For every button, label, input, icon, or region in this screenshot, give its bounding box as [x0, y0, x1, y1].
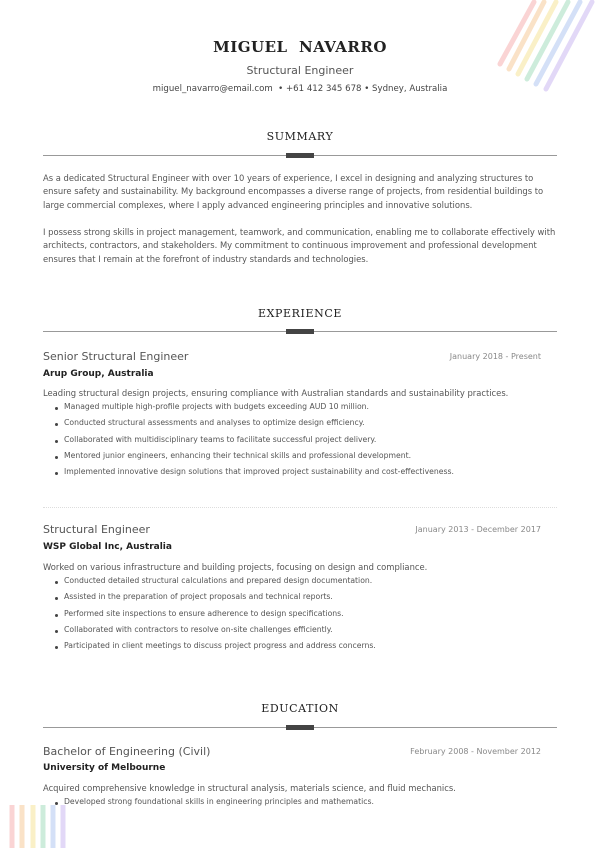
- job-title: Senior Structural Engineer: [43, 350, 189, 363]
- section-heading-summary: SUMMARY: [266, 130, 334, 143]
- education-description: Acquired comprehensive knowledge in structural analysis, materials science, and fluid mechanics.: [43, 783, 456, 793]
- contact-line: miguel_navarro@email.com • +61 412 345 678 • Sydney, Australia: [152, 84, 448, 94]
- list-item: Performed site inspections to ensure adherence to design specifications.: [52, 609, 376, 625]
- list-item: Conducted detailed structural calculations and prepared design documentation.: [52, 576, 376, 592]
- job-title-header: Structural Engineer: [246, 64, 354, 77]
- section-divider-mark: [286, 153, 314, 158]
- candidate-name: MIGUEL NAVARRO: [213, 38, 387, 56]
- section-heading-education: EDUCATION: [261, 702, 339, 715]
- summary-paragraph: As a dedicated Structural Engineer with over 10 years of experience, I excel in designing and analyzing structures to ensure safety and sustainability. My background encompasses a diverse range of projects, from residential buildings to large commercial complexes, where I apply advanced engineering principles and innovative solutions.: [43, 173, 544, 210]
- summary-paragraph: I possess strong skills in project management, teamwork, and communication, enabling me to collaborate effectively with architects, contractors, and stakeholders. My commitment to continuous improvement and professional development ensures that I remain at the forefront of industry standards and technologies.: [43, 227, 556, 264]
- job-description: Leading structural design projects, ensuring compliance with Australian standards and sustainability practices.: [43, 388, 509, 398]
- section-divider-mark: [286, 329, 314, 334]
- list-item: Collaborated with contractors to resolve on-site challenges efficiently.: [52, 625, 376, 641]
- job-title: Structural Engineer: [43, 523, 150, 536]
- job-dates: January 2013 - December 2017: [415, 525, 541, 534]
- list-item: Implemented innovative design solutions that improved project sustainability and cost-effectiveness.: [52, 467, 454, 483]
- education-dates: February 2008 - November 2012: [410, 747, 541, 756]
- list-item: Managed multiple high-profile projects with budgets exceeding AUD 10 million.: [52, 402, 454, 418]
- list-item: Collaborated with multidisciplinary teams to facilitate successful project delivery.: [52, 435, 454, 451]
- company-name: Arup Group, Australia: [43, 369, 154, 379]
- job-dates: January 2018 - Present: [449, 352, 541, 361]
- job-bullet-list: [52, 402, 454, 483]
- list-item: Mentored junior engineers, enhancing their technical skills and professional development.: [52, 451, 454, 467]
- list-item: Participated in client meetings to discuss project progress and address concerns.: [52, 641, 376, 657]
- degree-title: Bachelor of Engineering (Civil): [43, 745, 211, 758]
- education-bullet-list: [52, 797, 374, 813]
- job-bullet-list: [52, 576, 376, 657]
- list-item: Assisted in the preparation of project proposals and technical reports.: [52, 592, 376, 608]
- section-heading-experience: EXPERIENCE: [257, 307, 343, 320]
- list-item: Developed strong foundational skills in engineering principles and mathematics.: [52, 797, 374, 813]
- section-divider-mark: [286, 725, 314, 730]
- job-separator: [43, 507, 557, 508]
- school-name: University of Melbourne: [43, 763, 166, 773]
- job-description: Worked on various infrastructure and building projects, focusing on design and compliance.: [43, 562, 428, 572]
- company-name: WSP Global Inc, Australia: [43, 542, 172, 552]
- list-item: Conducted structural assessments and analyses to optimize design efficiency.: [52, 418, 454, 434]
